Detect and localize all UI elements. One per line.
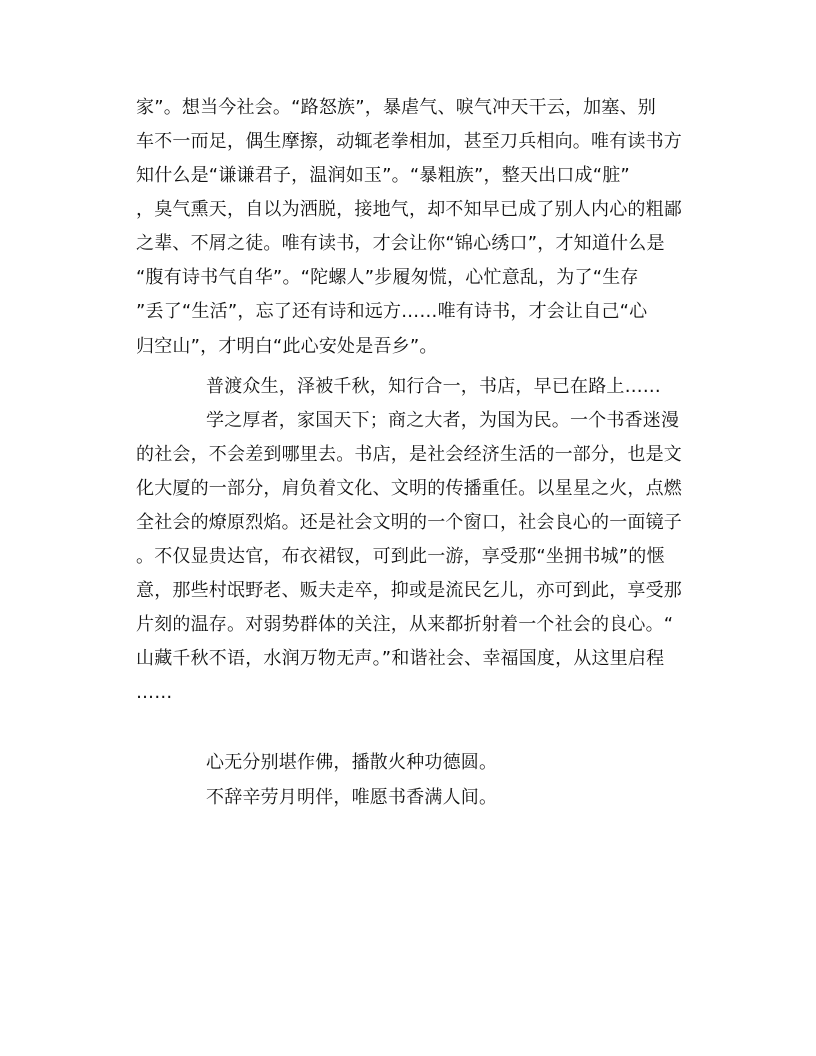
- paragraph-3-line-1: 学之厚者，家国天下；商之大者，为国为民。一个书香迷漫: [206, 410, 680, 431]
- paragraph-1-line-4: ，臭气熏天，自以为洒脱，接地气，却不知早已成了别人内心的粗鄙: [136, 199, 682, 220]
- paragraph-3-line-7: 片刻的温存。对弱势群体的关注，从来都折射着一个社会的良心。“: [136, 614, 674, 635]
- paragraph-3-line-2: 的社会，不会差到哪里去。书店，是社会经济生活的一部分，也是文: [136, 444, 682, 465]
- paragraph-3-line-9: ……: [136, 682, 173, 703]
- paragraph-3-line-6: 意，那些村氓野老、贩夫走卒，抑或是流民乞儿，亦可到此，享受那: [136, 580, 682, 601]
- paragraph-3-line-3: 化大厦的一部分，肩负着文化、文明的传播重任。以星星之火，点燃: [136, 478, 682, 499]
- paragraph-1-line-7: ”丢了“生活”，忘了还有诗和远方……唯有诗书，才会让自己“心: [136, 301, 648, 322]
- paragraph-2-line-1: 普渡众生，泽被千秋，知行合一，书店，早已在路上……: [206, 376, 661, 397]
- paragraph-3-line-5: 。不仅显贵达官，布衣裙钗，可到此一游，享受那“坐拥书城”的惬: [136, 546, 665, 567]
- verse-line-2: 不辞辛劳月明伴，唯愿书香满人间。: [206, 787, 498, 808]
- paragraph-1-line-2: 车不一而足，偶生摩擦，动辄老拳相加，甚至刀兵相向。唯有读书方: [136, 131, 682, 152]
- verse-line-1: 心无分别堪作佛，播散火种功德圆。: [206, 752, 498, 773]
- paragraph-3-line-4: 全社会的燎原烈焰。还是社会文明的一个窗口，社会良心的一面镜子: [136, 512, 682, 533]
- paragraph-1-line-3: 知什么是“谦谦君子，温润如玉”。“暴粗族”，整天出口成“脏”: [136, 165, 630, 186]
- paragraph-1-line-6: “腹有诗书气自华”。“陀螺人”步履匆慌，心忙意乱，为了“生存: [136, 267, 639, 288]
- paragraph-3-line-8: 山藏千秋不语，水润万物无声。”和谐社会、幸福国度，从这里启程: [136, 648, 665, 669]
- paragraph-1-line-8: 归空山”，才明白“此心安处是吾乡”。: [136, 336, 438, 357]
- paragraph-1-line-1: 家”。想当今社会。“路怒族”，暴虐气、唳气冲天干云，加塞、别: [136, 97, 656, 118]
- paragraph-1-line-5: 之辈、不屑之徒。唯有读书，才会让你“锦心绣口”，才知道什么是: [136, 233, 665, 254]
